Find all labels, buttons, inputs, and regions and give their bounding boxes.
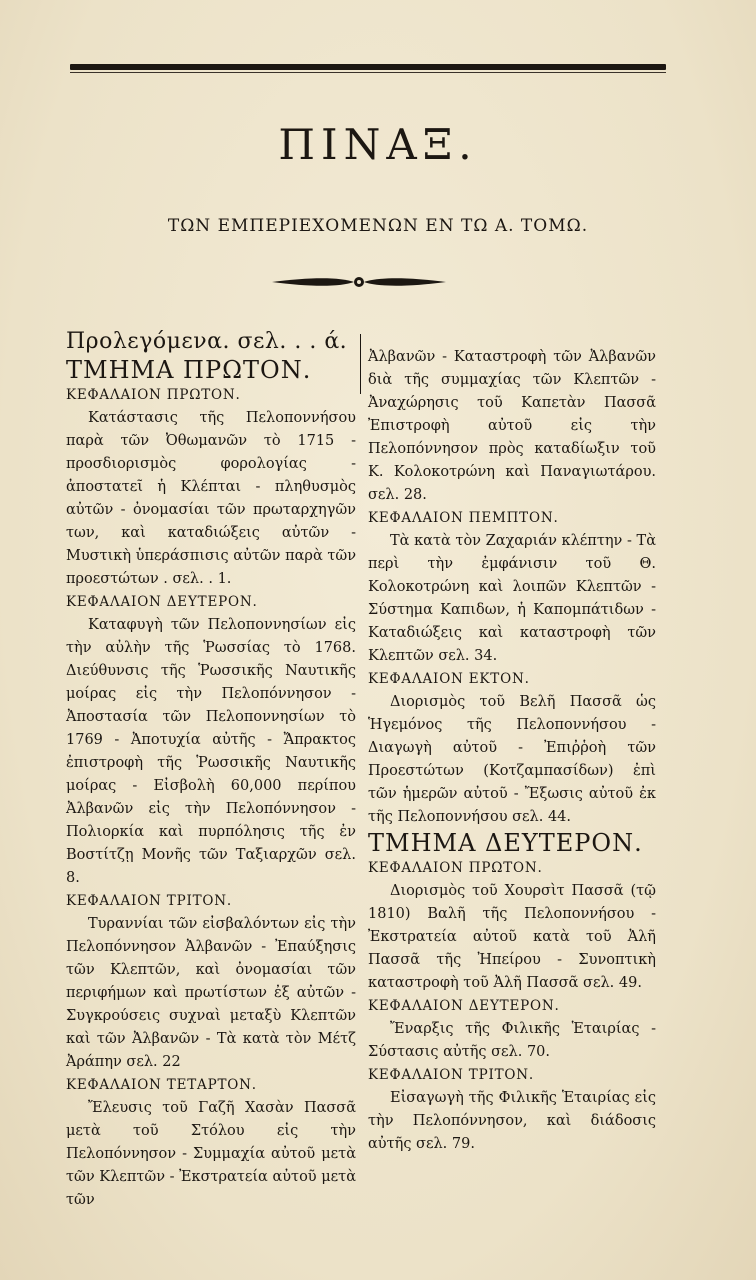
chapter-summary: Διορισμὸς τοῦ Χουρσὶτ Πασσᾶ (τῷ 1810) Βαλῆ τῆς Πελοποννήσου - Ἐκστρατεία αὐτοῦ κατὰ τοῦ Ἀλῆ Πασσᾶ τῆς Ἠπείρου - Συνοπτικὴ καταστροφὴ τοῦ Ἀλῆ Πασσᾶ σελ. 49. xyxy=(368,883,656,991)
chapter-title: ΚΕΦΑΛΑΙΟΝ ΕΚΤΟΝ. xyxy=(368,671,530,687)
page-subtitle: ΤΩΝ ΕΜΠΕΡΙΕΧΟΜΕΝΩΝ ΕΝ ΤΩ Α. ΤΟΜΩ. xyxy=(167,216,589,236)
chapter-title: ΚΕΦΑΛΑΙΟΝ ΠΕΜΠΤΟΝ. xyxy=(368,510,559,526)
prolegomena-entry: Προλεγόμενα. σελ. . . ά. xyxy=(66,329,348,354)
chapter-summary: Εἰσαγωγὴ τῆς Φιλικῆς Ἑταιρίας εἰς τὴν Πελοπόννησον, καὶ διάδοσις αὐτῆς σελ. 79. xyxy=(368,1090,656,1152)
chapter-title: ΚΕΦΑΛΑΙΟΝ ΠΡΩΤΟΝ. xyxy=(368,860,543,876)
section-title-second: ΤΜΗΜΑ ΔΕΥΤΕΡΟΝ. xyxy=(368,829,643,857)
section-title-first: ΤΜΗΜΑ ΠΡΩΤΟΝ. xyxy=(66,356,312,384)
chapter-title: ΚΕΦΑΛΑΙΟΝ ΠΡΩΤΟΝ. xyxy=(66,387,241,403)
column-divider xyxy=(360,334,361,394)
chapter-title: ΚΕΦΑΛΑΙΟΝ ΤΡΙΤΟΝ. xyxy=(368,1067,534,1083)
chapter-summary: Τυραννίαι τῶν εἰσβαλόντων εἰς τὴν Πελοπόννησον Ἀλβανῶν - Ἐπαύξησις τῶν Κλεπτῶν, καὶ ὀνομασίαι τῶν περιφήμων καὶ πρωτίστων ἐξ αὐτῶν - Συγκρούσεις συχναὶ μεταξὺ Κλεπτῶν καὶ τῶν Ἀλβανῶν - Τὰ κατὰ τὸν Μέτζ Ἀράπην σελ. 22 xyxy=(66,916,356,1070)
top-rule xyxy=(70,64,666,70)
chapter-summary-continued: Ἀλβανῶν - Καταστροφὴ τῶν Ἀλβανῶν διὰ τῆς συμμαχίας τῶν Κλεπτῶν - Ἀναχώρησις τοῦ Καπετὰν Πασσᾶ Ἐπιστροφὴ αὐτοῦ εἰς τὴν Πελοπόννησον πρὸς καταδίωξιν τοῦ Κ. Κολοκοτρώνη καὶ Παναγιωτάρου. σελ. 28. xyxy=(368,349,656,503)
chapter-summary: Καταφυγὴ τῶν Πελοποννησίων εἰς τὴν αὐλὴν τῆς Ῥωσσίας τὸ 1768. Διεύθυνσις τῆς Ῥωσσικῆς Ναυτικῆς μοίρας εἰς τὴν Πελοπόννησον - Ἀποστασία τῶν Πελοποννησίων τὸ 1769 - Ἀποτυχία αὐτῆς - Ἄπρακτος ἐπιστροφὴ τῆς Ῥωσσικῆς Ναυτικῆς μοίρας - Εἰσβολὴ 60,000 περίπου Ἀλβανῶν εἰς τὴν Πελοπόννησον - Πολιορκία καὶ πυρπόλησις τῆς ἐν Βοστίτζῃ Μονῆς τῶν Ταξιαρχῶν σελ. 8. xyxy=(66,617,356,886)
chapter-title: ΚΕΦΑΛΑΙΟΝ ΤΡΙΤΟΝ. xyxy=(66,893,232,909)
chapter-summary: Κατάστασις τῆς Πελοποννήσου παρὰ τῶν Ὀθωμανῶν τὸ 1715 - προσδιορισμὸς φορολογίας - ἀποστατεῖ ἡ Κλέπται - πληθυσμὸς αὐτῶν - ὀνομασίαι τῶν πρωταρχηγῶν των, καὶ καταδιώξεις αὐτῶν - Μυστικὴ ὑπεράσπισις αὐτῶν παρὰ τῶν προεστώτων . σελ. . 1. xyxy=(66,410,357,587)
top-rule-thin xyxy=(70,72,666,73)
chapter-title: ΚΕΦΑΛΑΙΟΝ ΤΕΤΑΡΤΟΝ. xyxy=(66,1077,257,1093)
chapter-title: ΚΕΦΑΛΑΙΟΝ ΔΕΥΤΕΡΟΝ. xyxy=(66,594,258,610)
right-column xyxy=(368,346,656,1156)
chapter-summary: Διορισμὸς τοῦ Βελῆ Πασσᾶ ὡς Ἡγεμόνος τῆς Πελοποννήσου - Διαγωγὴ αὐτοῦ - Ἐπιῤῥοὴ τῶν Προεστώτων (Κοτζαμπασίδων) ἐπὶ τῶν ἡμερῶν αὐτοῦ - Ἔξωσις αὐτοῦ ἐκ τῆς Πελοποννήσου σελ. 44. xyxy=(368,694,656,825)
page-title: ΠΙΝΑΞ. xyxy=(278,120,478,169)
chapter-title: ΚΕΦΑΛΑΙΟΝ ΔΕΥΤΕΡΟΝ. xyxy=(368,998,560,1014)
chapter-summary: Ἔλευσις τοῦ Γαζῆ Χασὰν Πασσᾶ μετὰ τοῦ Στόλου εἰς τὴν Πελοπόννησον - Συμμαχία αὐτοῦ μετὰ τῶν Κλεπτῶν - Ἐκστρατεία αὐτοῦ μετὰ τῶν xyxy=(66,1100,356,1208)
chapter-summary: Τὰ κατὰ τὸν Ζαχαριάν κλέπτην - Τὰ περὶ τὴν ἐμφάνισιν τοῦ Θ. Κολοκοτρώνη καὶ λοιπῶν Κλεπτῶν - Σύστημα Καπιδων, ἡ Καπομπάτιδων - Καταδιώξεις καὶ καταστροφὴ τῶν Κλεπτῶν σελ. 34. xyxy=(368,533,656,664)
chapter-summary: Ἔναρξις τῆς Φιλικῆς Ἑταιρίας - Σύστασις αὐτῆς σελ. 70. xyxy=(368,1021,656,1060)
ornament-divider xyxy=(270,274,448,290)
left-column xyxy=(66,328,356,1212)
